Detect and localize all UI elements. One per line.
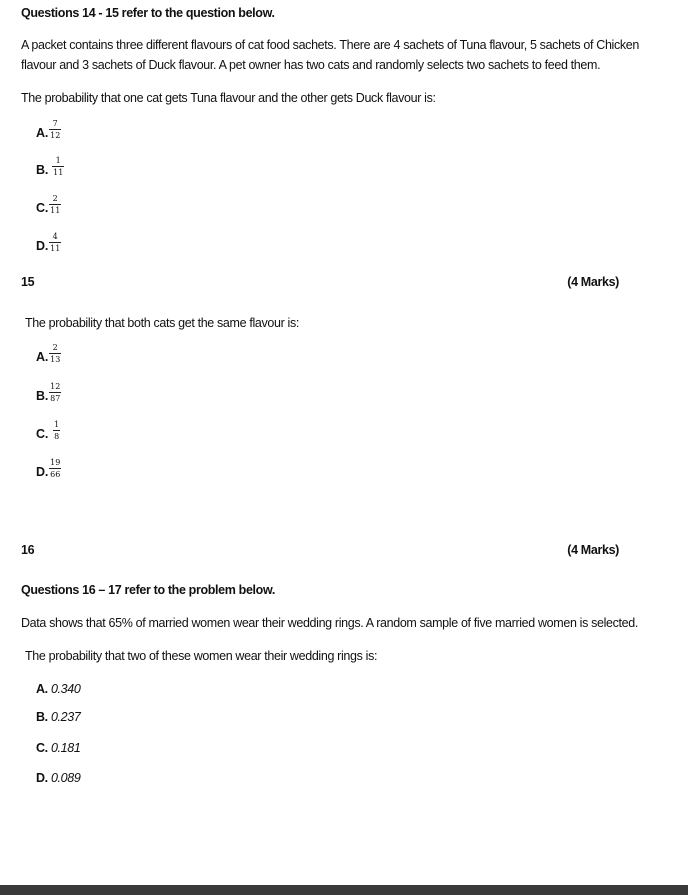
option-letter: C. <box>36 741 48 755</box>
section-heading-q16-17: Questions 16 – 17 refer to the problem below. <box>21 583 275 597</box>
fraction-numerator: 2 <box>52 194 58 203</box>
question-number-16: 16 <box>21 543 35 557</box>
marks-label-16: (4 Marks) <box>567 543 619 557</box>
option-fraction <box>49 119 61 140</box>
fraction-denominator: 87 <box>50 394 61 403</box>
problem-text-line-1: A packet contains three different flavours of cat food sachets. There are 4 sachets of Tuna flavour, 5 sachets of Chicken <box>21 38 639 52</box>
fraction-numerator: 4 <box>52 232 58 241</box>
section-heading-q14-15: Questions 14 - 15 refer to the question below. <box>21 6 275 20</box>
option-letter: D. <box>36 464 49 479</box>
option-value: 0.340 <box>50 682 81 696</box>
option-letter: B. <box>36 710 48 724</box>
option-15-a[interactable] <box>36 343 61 364</box>
option-14-a[interactable] <box>36 119 61 140</box>
option-16-d[interactable] <box>36 771 80 785</box>
fraction-numerator: 1 <box>55 156 61 165</box>
option-15-d[interactable] <box>36 458 61 479</box>
option-14-b[interactable] <box>36 156 64 177</box>
fraction-denominator: 11 <box>53 168 64 177</box>
option-letter: B. <box>36 388 49 403</box>
option-fraction <box>49 232 61 253</box>
option-letter: D. <box>36 238 49 253</box>
fraction-denominator: 8 <box>54 432 60 441</box>
option-15-b[interactable] <box>36 382 61 403</box>
option-16-a[interactable] <box>36 682 80 696</box>
question-14-text: The probability that one cat gets Tuna flavour and the other gets Duck flavour is: <box>21 91 436 105</box>
fraction-numerator: 7 <box>52 119 58 128</box>
bottom-scroll-bar[interactable] <box>0 885 688 895</box>
option-letter: C. <box>36 426 49 441</box>
problem-text-line-2: flavour and 3 sachets of Duck flavour. A pet owner has two cats and randomly selects two sachets to feed them. <box>21 58 601 72</box>
option-value: 0.237 <box>50 710 81 724</box>
fraction-denominator: 11 <box>50 206 61 215</box>
fraction-denominator: 12 <box>50 131 61 140</box>
option-letter: D. <box>36 771 48 785</box>
option-letter: A. <box>36 349 49 364</box>
option-letter: A. <box>36 682 48 696</box>
option-letter: A. <box>36 125 49 140</box>
question-15-text: The probability that both cats get the same flavour is: <box>25 316 299 330</box>
option-16-c[interactable] <box>36 741 80 755</box>
option-14-c[interactable] <box>36 194 61 215</box>
problem-text-16: Data shows that 65% of married women wear their wedding rings. A random sample of five married women is selected. <box>21 616 639 630</box>
fraction-denominator: 66 <box>50 470 61 479</box>
fraction-numerator: 1 <box>54 420 60 429</box>
fraction-denominator: 11 <box>50 244 61 253</box>
option-16-b[interactable] <box>36 710 80 724</box>
option-fraction <box>49 343 61 364</box>
option-fraction <box>49 458 61 479</box>
option-value: 0.089 <box>50 771 81 785</box>
question-16-text: The probability that two of these women wear their wedding rings is: <box>25 649 378 663</box>
option-letter: C. <box>36 200 49 215</box>
marks-label-15: (4 Marks) <box>567 275 619 289</box>
option-letter: B. <box>36 162 49 177</box>
fraction-numerator: 19 <box>50 458 61 467</box>
option-14-d[interactable] <box>36 232 61 253</box>
fraction-numerator: 2 <box>52 343 58 352</box>
option-fraction <box>49 382 61 403</box>
option-fraction <box>49 194 61 215</box>
option-15-c[interactable] <box>36 420 60 441</box>
question-number-15: 15 <box>21 275 35 289</box>
fraction-denominator: 13 <box>50 355 61 364</box>
option-fraction <box>52 156 64 177</box>
option-fraction <box>53 420 60 441</box>
option-value: 0.181 <box>50 741 81 755</box>
fraction-numerator: 12 <box>50 382 61 391</box>
